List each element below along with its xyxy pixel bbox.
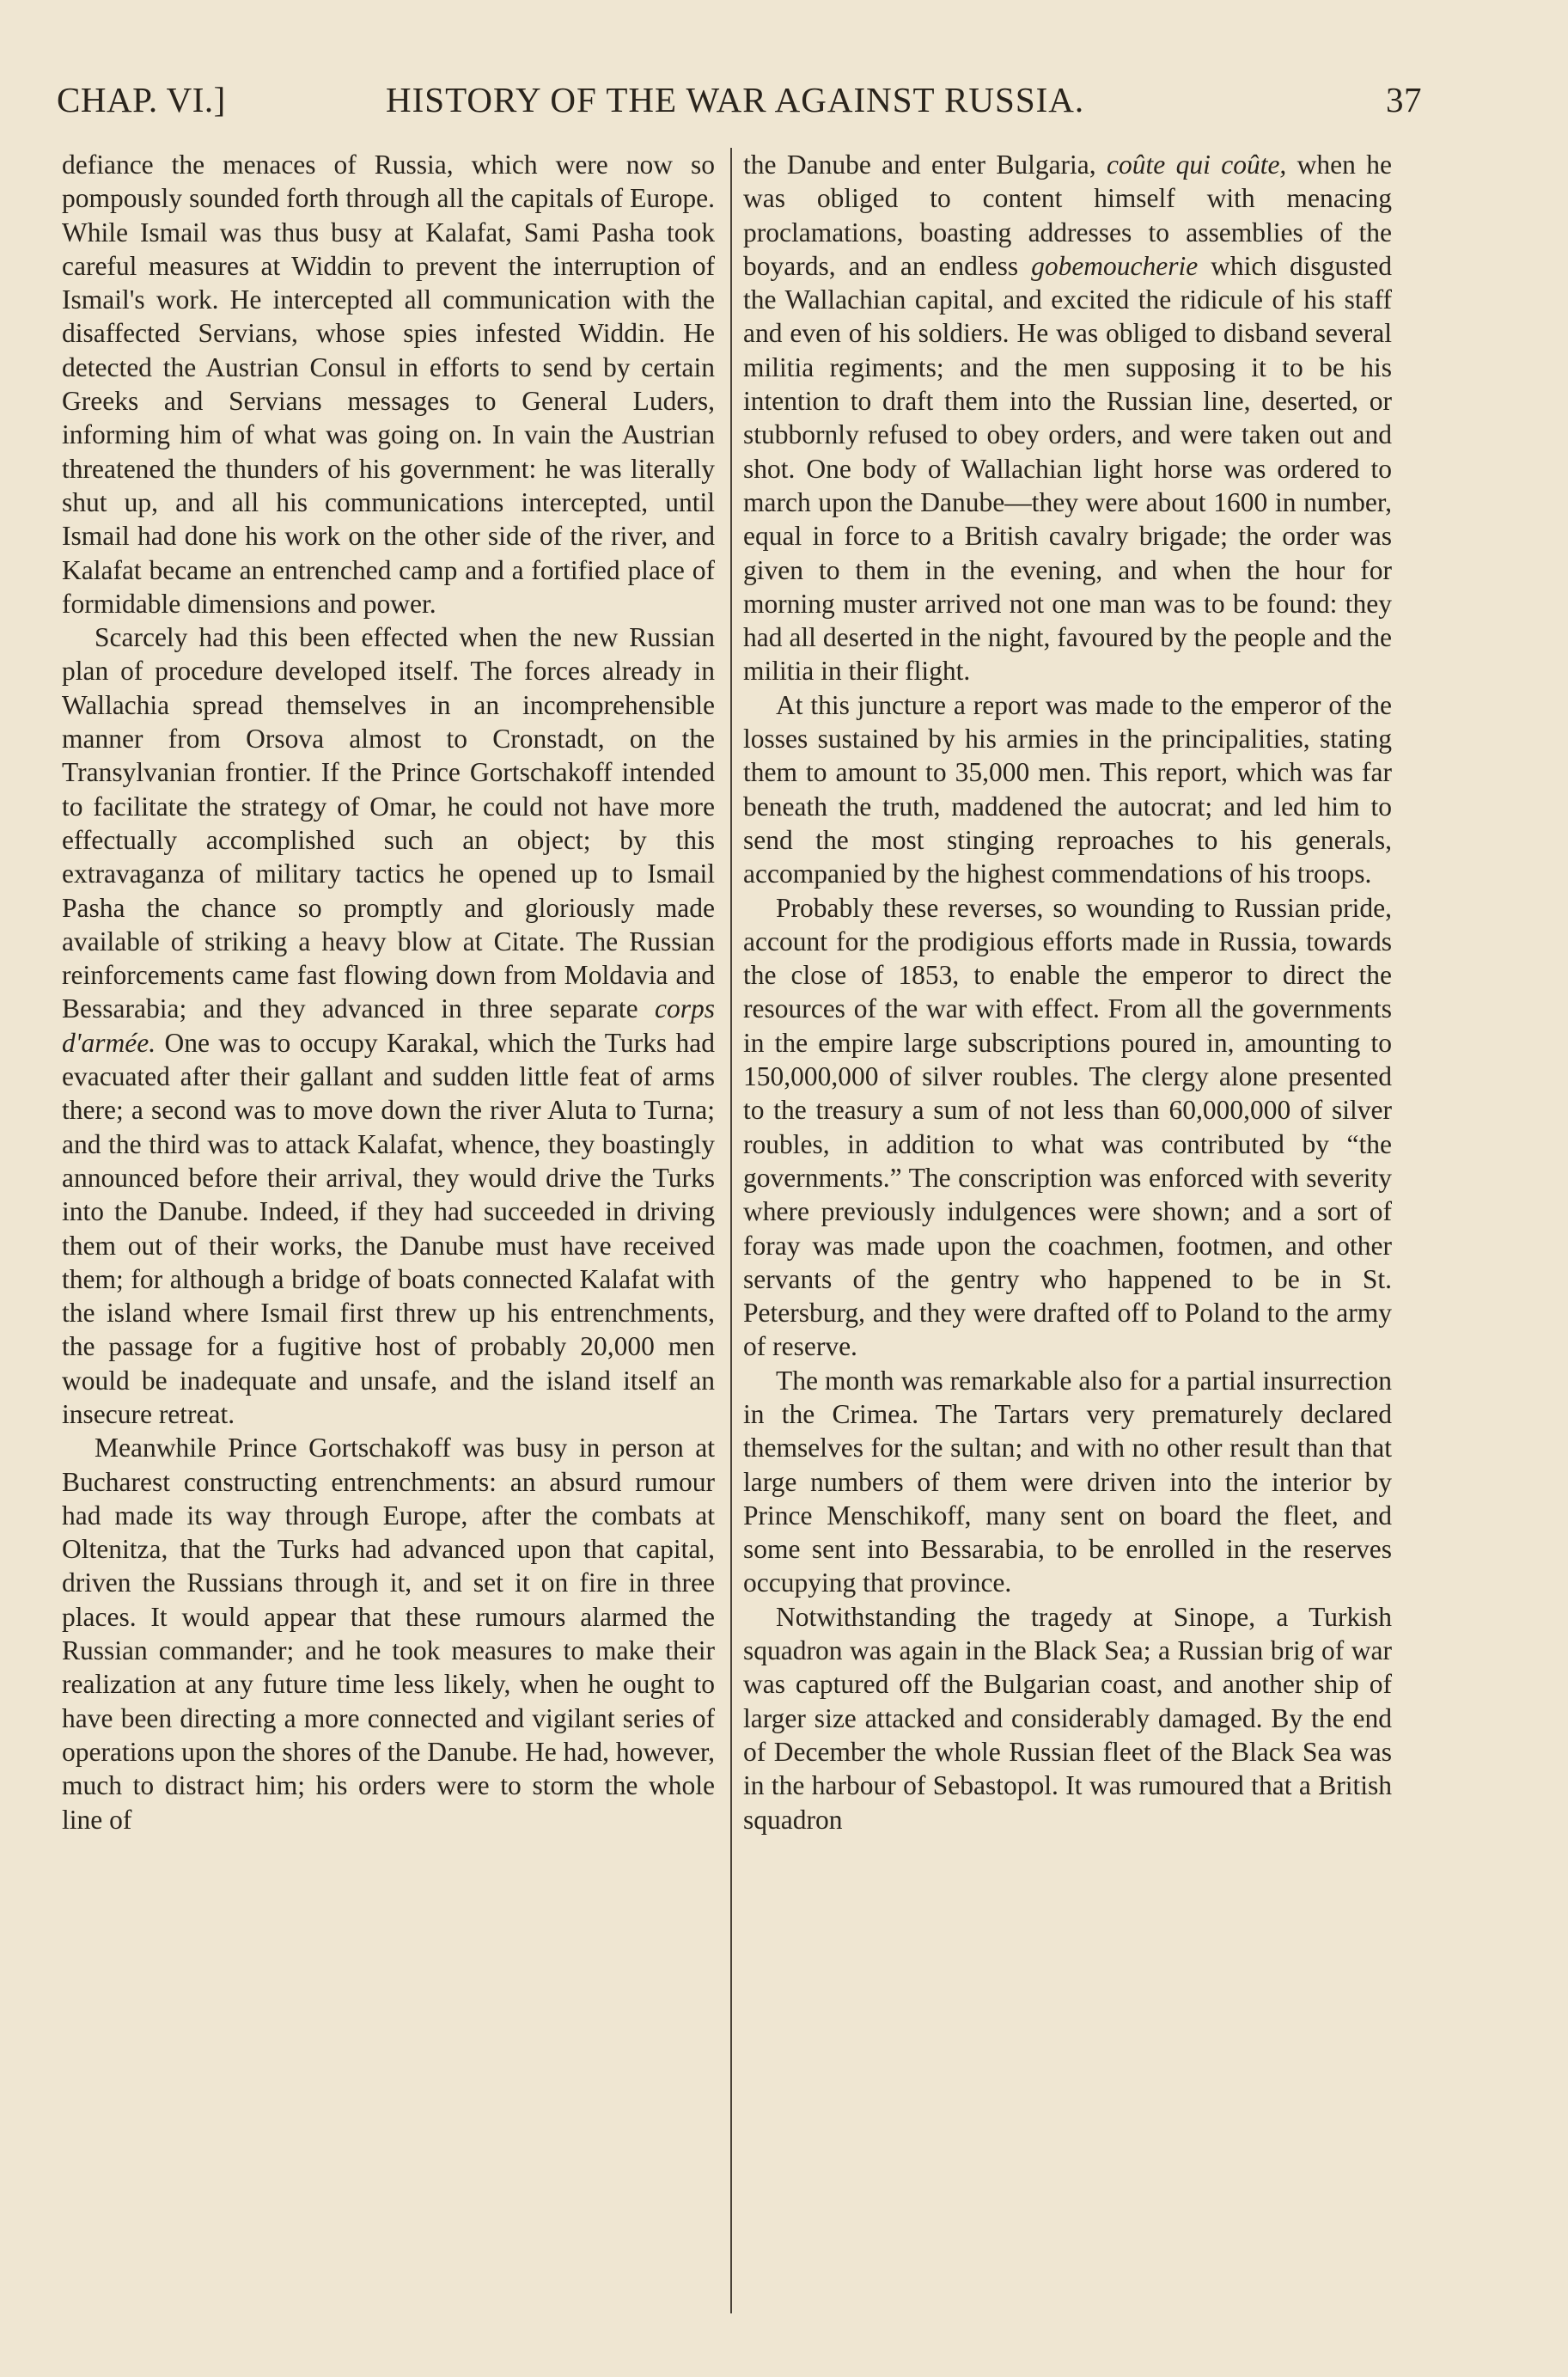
page-number: 37 <box>1386 80 1422 119</box>
paragraph-text: the Danube and enter Bulgaria, <box>743 150 1096 180</box>
paragraph: defiance the menaces of Russia, which were now so pompously sounded forth through all the capitals of Europe. While Ismail was thus busy at Kalafat, Sami Pasha took careful measures at Widdin to prevent the interruption of Ismail's work. He intercepted all communication with the disaffected Servians, whose spies infested Widdin. He detected the Austrian Consul in efforts to send by certain Greeks and Servians messages to General Luders, informing him of what was going on. In vain the Austrian threatened the thunders of his government: he was literally shut up, and all his communications intercepted, until Ismail had done his work on the other side of the river, and Kalafat became an entrenched camp and a fortified place of formidable dimensions and power. <box>62 150 715 619</box>
italic-phrase: gobemoucherie <box>1031 250 1199 281</box>
paragraph: At this juncture a report was made to the emperor of the losses sustained by his armies in the principalities, stating them to amount to 35,000 men. This report, which was far beneath the truth, maddened the autocrat; and led him to send the most stinging reproaches to his generals, accompanied by the highest commendations of his troops. <box>743 689 1392 889</box>
right-column <box>743 148 1392 1836</box>
paragraph <box>62 620 715 1431</box>
paragraph: Probably these reverses, so wounding to Russian pride, account for the prodigious efforts made in Russia, towards the close of 1853, to enable the emperor to direct the resources of the war with effect. From all the governments in the empire large subscriptions poured in, amounting to 150,000,000 of silver roubles. The clergy alone presented to the treasury a sum of not less than 60,000,000 of silver roubles, in addition to what was contributed by “the governments.” The conscription was enforced with severity where previously indulgences were shown; and a sort of foray was made upon the coachmen, footmen, and other servants of the gentry who happened to be in St. Petersburg, and they were drafted off to Poland to the army of reserve. <box>743 892 1392 1362</box>
italic-phrase: corps d'armée. <box>62 993 716 1058</box>
paragraph-text: One was to occupy Karakal, which the Turks had evacuated after their gallant and sudden little feat of arms there; a second was to move down the river Aluta to Turna; and the third was to attack Kalafat, whence, they boastingly announced before their arrival, they would drive the Turks into the Danube. Indeed, if they had succeeded in driving them out of their works, the Danube must have received them; for although a bridge of boats connected Kalafat with the island where Ismail first threw up his entrenchments, the passage for a fugitive host of probably 20,000 men would be inadequate and unsafe, and the island itself an insecure retreat. <box>62 1027 715 1429</box>
column-divider <box>730 148 732 2313</box>
paragraph: Notwithstanding the tragedy at Sinope, a Turkish squadron was again in the Black Sea; a Russian brig of war was captured off the Bulgarian coast, and another ship of larger size attacked and considerably damaged. By the end of December the whole Russian fleet of the Black Sea was in the harbour of Sebastopol. It was rumoured that a British squadron <box>743 1601 1392 1835</box>
paragraph: The month was remarkable also for a partial insurrection in the Crimea. The Tartars very prematurely declared themselves for the sultan; and with no other result than that large numbers of them were driven into the interior by Prince Menschikoff, many sent on board the fleet, and some sent into Bessarabia, to be enrolled in the reserves occupying that province. <box>743 1365 1392 1598</box>
italic-phrase: coûte qui coûte, <box>1107 150 1287 180</box>
paragraph <box>743 148 1392 688</box>
running-header <box>57 79 1422 131</box>
chapter-label: CHAP. VI.] <box>57 80 226 119</box>
left-column <box>62 148 715 1836</box>
paragraph-text: when he was obliged to content himself with menacing proclamations, boasting addresses to assemblies of the boyards, and an endless <box>743 150 1392 281</box>
paragraph-text: which disgusted the Wallachian capital, and excited the ridicule of his staff and even of his soldiers. He was obliged to disband several militia regiments; and the men supposing it to be his intention to draft them into the Russian line, deserted, or stubbornly refused to obey orders, and were taken out and shot. One body of Wallachian light horse was ordered to march upon the Danube—they were about 1600 in number, equal in force to a British cavalry brigade; the order was given to them in the evening, and when the hour for morning muster arrived not one man was to be found: they had all deserted in the night, favoured by the people and the militia in their flight. <box>743 250 1393 687</box>
paragraph: Meanwhile Prince Gortschakoff was busy in person at Bucharest constructing entrenchments: an absurd rumour had made its way through Europe, after the combats at Oltenitza, that the Turks had advanced upon that capital, driven the Russians through it, and set it on fire in three places. It would appear that these rumours alarmed the Russian commander; and he took measures to make their realization at any future time less likely, when he ought to have been directing a more connected and vigilant series of operations upon the shores of the Danube. He had, however, much to distract him; his orders were to storm the whole line of <box>62 1433 715 1835</box>
paragraph-text: Scarcely had this been effected when the new Russian plan of procedure developed itself. The forces already in Wallachia spread themselves in an incomprehensible manner from Orsova almost to Cronstadt, on the Transylvanian frontier. If the Prince Gortschakoff intended to facilitate the strategy of Omar, he could not have more effectually accomplished such an object; by this extravaganza of military tactics he opened up to Ismail Pasha the chance so promptly and gloriously made available of striking a heavy blow at Citate. The Russian reinforcements came fast flowing down from Moldavia and Bessarabia; and they advanced in three separate <box>62 622 715 1024</box>
running-title: HISTORY OF THE WAR AGAINST RUSSIA. <box>386 80 1085 119</box>
